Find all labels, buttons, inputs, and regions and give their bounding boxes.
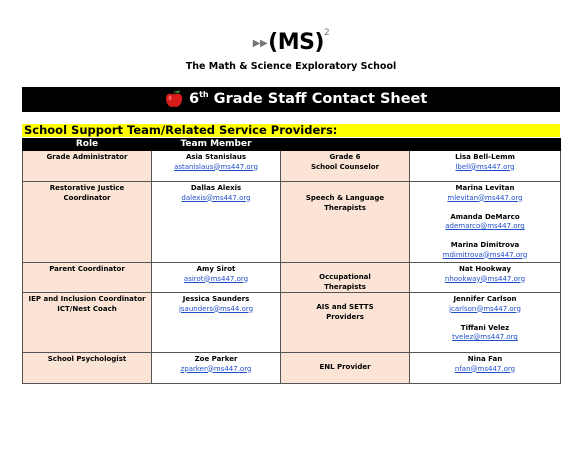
member-cell [152, 263, 281, 293]
member-email-link[interactable]: ademarco@ms447.org [445, 222, 525, 230]
role-cell [23, 293, 152, 353]
title-text: Grade Staff Contact Sheet [208, 90, 428, 107]
member-cell [410, 151, 561, 182]
table-row [23, 263, 561, 293]
title-grade: 6 [189, 90, 200, 107]
logo [0, 27, 582, 55]
member-email-link[interactable]: nhookway@ms447.org [444, 274, 526, 283]
role-cell [23, 353, 152, 384]
role-label: ICT/Nest Coach [57, 304, 117, 313]
member-email-link[interactable]: zparker@ms447.org [180, 364, 252, 373]
member-email-link[interactable]: nfan@ms447.org [454, 364, 516, 373]
section-heading: School Support Team/Related Service Providers: [22, 124, 560, 137]
role-label: IEP and Inclusion Coordinator [28, 295, 146, 303]
role-label: Speech & Language [305, 194, 385, 202]
table-row [23, 293, 561, 353]
role-label: School Psychologist [47, 355, 127, 363]
role-label: AIS and SETTS [316, 303, 374, 311]
role-label: Therapists [324, 203, 366, 212]
role-cell [23, 263, 152, 293]
member-email-link[interactable]: lbell@ms447.org [455, 162, 515, 171]
title-grade-suffix: th [199, 90, 209, 99]
member-email-link[interactable]: tvelez@ms447.org [452, 333, 518, 341]
member-name: Nina Fan [467, 355, 503, 363]
role-cell [281, 182, 410, 263]
page-title [189, 90, 427, 107]
role-cell [23, 151, 152, 182]
title-bar [22, 87, 560, 112]
role-label: Therapists [324, 282, 366, 291]
logo-mark [252, 27, 330, 55]
member-email-link[interactable]: asirot@ms447.org [183, 274, 249, 283]
table-row [23, 353, 561, 384]
member-name: Marina Dimitrova [450, 241, 520, 249]
fast-forward-icon: ▶▶ [252, 38, 268, 49]
role-label: Restorative Justice [49, 184, 125, 192]
role-cell [23, 182, 152, 263]
member-cell [152, 353, 281, 384]
member-name: Zoe Parker [194, 355, 238, 363]
member-name: Amanda DeMarco [450, 212, 520, 221]
member-name: Jessica Saunders [182, 295, 250, 303]
member-name: Amy Sirot [196, 265, 236, 273]
member-email-link[interactable]: jcarlson@ms447.org [449, 304, 521, 313]
role-label: Coordinator [63, 193, 111, 202]
member-email-link[interactable]: mlevitan@ms447.org [447, 193, 523, 202]
column-header-member: Team Member [152, 139, 281, 151]
member-name: Nat Hookway [458, 265, 512, 273]
role-label: ENL Provider [319, 363, 371, 371]
member-name: Marina Levitan [455, 184, 515, 192]
role-label: School Counselor [310, 162, 380, 171]
member-name: Tiffani Velez [460, 323, 510, 332]
role-label: Providers [326, 312, 364, 321]
member-email-link[interactable]: jsaunders@ms44.org [178, 304, 254, 313]
column-header-role: Role [23, 139, 152, 151]
member-name: Lisa Bell-Lemm [455, 153, 515, 161]
staff-contact-table [22, 138, 561, 384]
role-cell [281, 263, 410, 293]
table-row [23, 182, 561, 263]
member-email-link[interactable]: astanislaus@ms447.org [174, 162, 258, 171]
school-name: The Math & Science Exploratory School [185, 61, 397, 72]
column-header-blank [281, 139, 410, 151]
role-cell [281, 353, 410, 384]
member-cell [152, 293, 281, 353]
member-cell [410, 263, 561, 293]
logo-text: (MS) [268, 30, 324, 55]
column-header-blank [410, 139, 561, 151]
member-name: Asia Stanislaus [185, 153, 247, 161]
table-row [23, 151, 561, 182]
member-cell [410, 182, 561, 263]
member-cell [410, 353, 561, 384]
role-cell [281, 151, 410, 182]
role-label: Grade Administrator [46, 153, 128, 161]
role-label: Occupational [319, 273, 371, 281]
member-cell [152, 151, 281, 182]
member-name: Jennifer Carlson [453, 295, 517, 303]
role-label: Parent Coordinator [49, 265, 125, 273]
role-cell [281, 293, 410, 353]
member-cell [410, 293, 561, 353]
apple-icon [164, 89, 184, 109]
member-email-link[interactable]: mdimitrova@ms447.org [442, 250, 528, 259]
member-email-link[interactable]: dalexis@ms447.org [181, 193, 251, 202]
logo-superscript: 2 [324, 27, 330, 38]
role-label: Grade 6 [329, 153, 361, 161]
member-cell [152, 182, 281, 263]
table-header-row [23, 139, 561, 151]
member-name: Dallas Alexis [190, 184, 242, 192]
